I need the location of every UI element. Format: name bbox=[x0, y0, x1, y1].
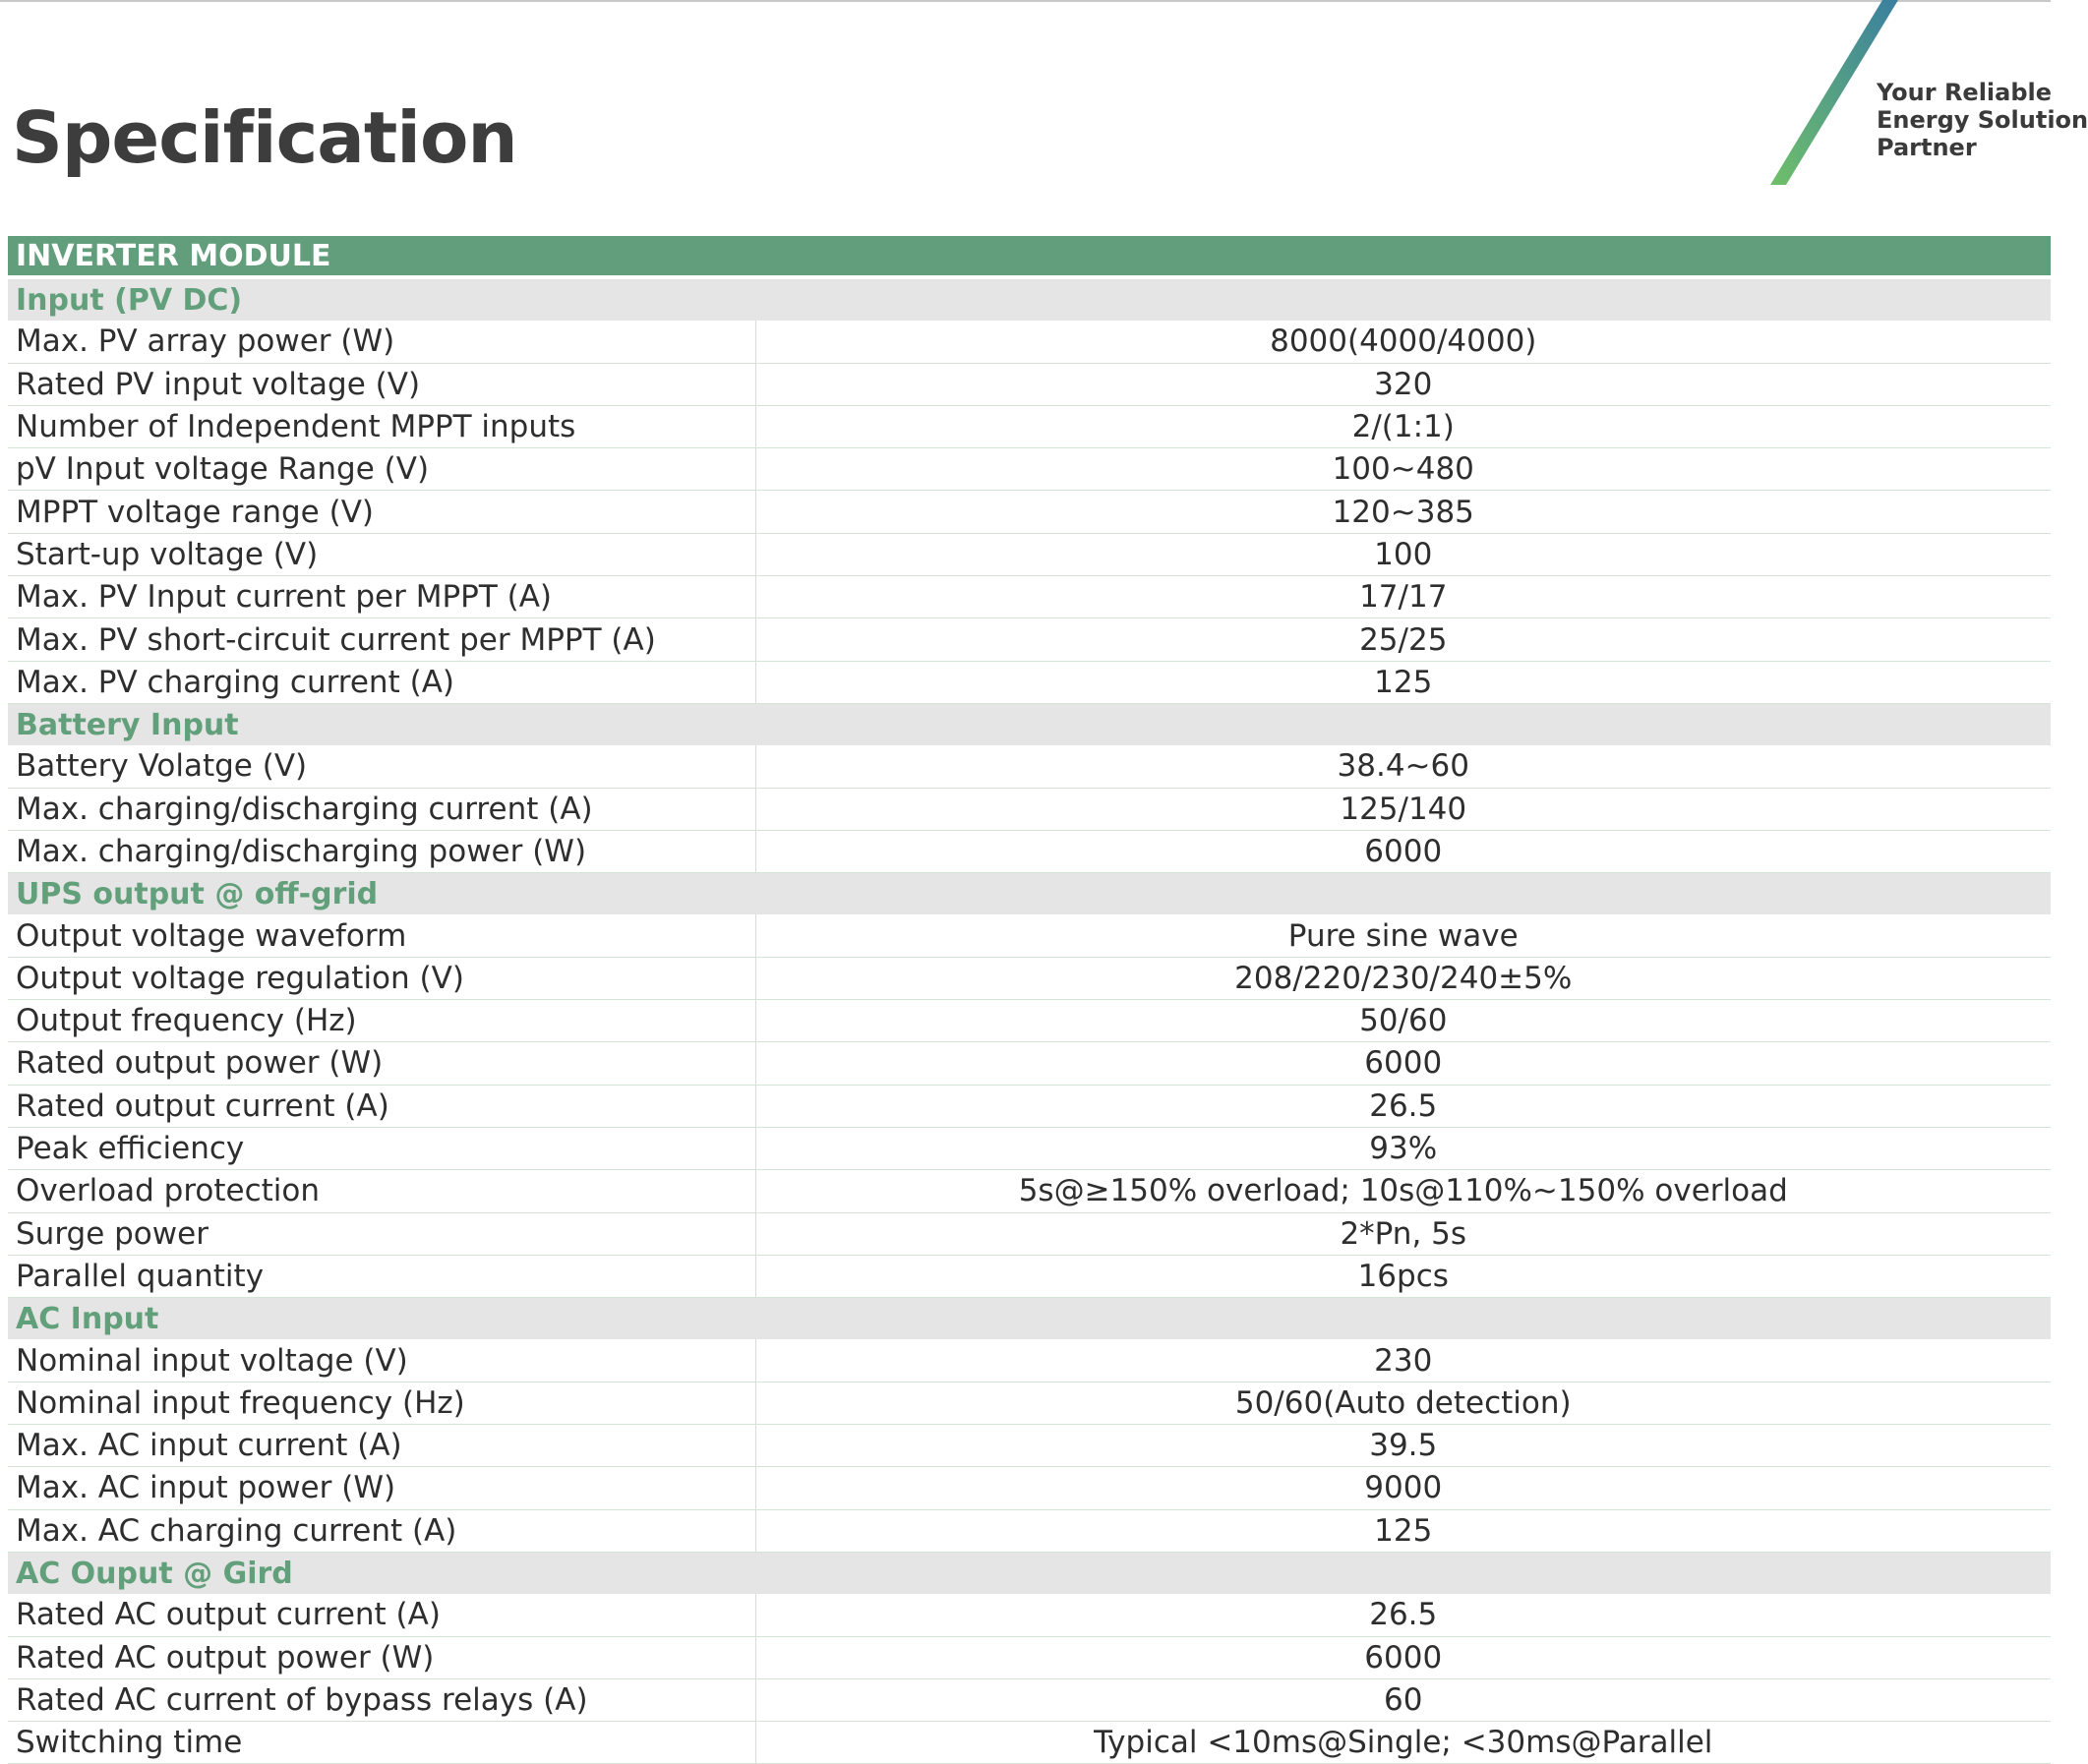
parameter-label: Max. PV short-circuit current per MPPT (A) bbox=[8, 618, 755, 661]
parameter-label: pV Input voltage Range (V) bbox=[8, 448, 755, 491]
table-row bbox=[8, 1255, 2051, 1297]
parameter-value: 8000(4000/4000) bbox=[755, 321, 2051, 363]
table-row bbox=[8, 1170, 2051, 1212]
parameter-value: 9000 bbox=[755, 1467, 2051, 1509]
parameter-label: MPPT voltage range (V) bbox=[8, 491, 755, 533]
parameter-value: 17/17 bbox=[755, 576, 2051, 618]
section-title: UPS output @ off-grid bbox=[8, 873, 2051, 915]
parameter-label: Nominal input voltage (V) bbox=[8, 1339, 755, 1382]
parameter-value: 26.5 bbox=[755, 1594, 2051, 1636]
table-row bbox=[8, 914, 2051, 957]
table-row bbox=[8, 363, 2051, 405]
table-row bbox=[8, 745, 2051, 788]
table-row bbox=[8, 618, 2051, 661]
table-row bbox=[8, 1636, 2051, 1678]
parameter-value: 25/25 bbox=[755, 618, 2051, 661]
parameter-value: 5s@≥150% overload; 10s@110%~150% overload bbox=[755, 1170, 2051, 1212]
section-header-row bbox=[8, 277, 2051, 321]
parameter-label: Max. AC input current (A) bbox=[8, 1425, 755, 1467]
table-row bbox=[8, 1085, 2051, 1127]
parameter-value: 38.4~60 bbox=[755, 745, 2051, 788]
page-title: Specification bbox=[12, 96, 517, 179]
parameter-value: 60 bbox=[755, 1678, 2051, 1721]
table-row bbox=[8, 491, 2051, 533]
tagline-line-2: Energy Solution bbox=[1877, 106, 2088, 134]
tagline-line-3: Partner bbox=[1877, 134, 1977, 161]
parameter-value: 26.5 bbox=[755, 1085, 2051, 1127]
parameter-value: 93% bbox=[755, 1127, 2051, 1169]
parameter-value: Pure sine wave bbox=[755, 914, 2051, 957]
parameter-label: Output voltage waveform bbox=[8, 914, 755, 957]
parameter-value: 6000 bbox=[755, 1042, 2051, 1085]
parameter-label: Max. AC input power (W) bbox=[8, 1467, 755, 1509]
table-row bbox=[8, 1382, 2051, 1424]
parameter-label: Number of Independent MPPT inputs bbox=[8, 405, 755, 447]
parameter-label: Rated AC output power (W) bbox=[8, 1636, 755, 1678]
parameter-value: 125/140 bbox=[755, 788, 2051, 830]
parameter-label: Battery Volatge (V) bbox=[8, 745, 755, 788]
parameter-label: Nominal input frequency (Hz) bbox=[8, 1382, 755, 1424]
section-header-row bbox=[8, 1552, 2051, 1594]
parameter-value: 100~480 bbox=[755, 448, 2051, 491]
tagline-line-1: Your Reliable bbox=[1877, 79, 2053, 106]
parameter-value: 2*Pn, 5s bbox=[755, 1212, 2051, 1255]
parameter-value: 100 bbox=[755, 533, 2051, 575]
parameter-label: Peak efficiency bbox=[8, 1127, 755, 1169]
parameter-value: 125 bbox=[755, 661, 2051, 703]
parameter-label: Max. PV charging current (A) bbox=[8, 661, 755, 703]
table-row bbox=[8, 321, 2051, 363]
section-title: AC Input bbox=[8, 1298, 2051, 1340]
parameter-label: Start-up voltage (V) bbox=[8, 533, 755, 575]
table-row bbox=[8, 1594, 2051, 1636]
table-row bbox=[8, 405, 2051, 447]
table-row bbox=[8, 1425, 2051, 1467]
parameter-label: Parallel quantity bbox=[8, 1255, 755, 1297]
parameter-label: Max. AC charging current (A) bbox=[8, 1509, 755, 1552]
section-header-row bbox=[8, 1298, 2051, 1340]
parameter-label: Rated output current (A) bbox=[8, 1085, 755, 1127]
table-row bbox=[8, 1722, 2051, 1764]
parameter-value: 208/220/230/240±5% bbox=[755, 957, 2051, 999]
parameter-label: Max. charging/discharging current (A) bbox=[8, 788, 755, 830]
section-title: AC Ouput @ Gird bbox=[8, 1552, 2051, 1594]
table-row bbox=[8, 1000, 2051, 1042]
parameter-value: 125 bbox=[755, 1509, 2051, 1552]
section-header-row bbox=[8, 703, 2051, 745]
parameter-value: 6000 bbox=[755, 830, 2051, 872]
parameter-value: 2/(1:1) bbox=[755, 405, 2051, 447]
brand-tagline bbox=[1877, 79, 2088, 161]
parameter-label: Rated output power (W) bbox=[8, 1042, 755, 1085]
table-row bbox=[8, 1042, 2051, 1085]
parameter-value: 120~385 bbox=[755, 491, 2051, 533]
spec-table-body bbox=[8, 236, 2051, 1764]
top-divider bbox=[0, 0, 2051, 2]
section-title: Input (PV DC) bbox=[8, 277, 2051, 321]
section-title: Battery Input bbox=[8, 703, 2051, 745]
parameter-label: Rated PV input voltage (V) bbox=[8, 363, 755, 405]
parameter-label: Rated AC output current (A) bbox=[8, 1594, 755, 1636]
module-title: INVERTER MODULE bbox=[8, 236, 2051, 277]
spec-table bbox=[8, 236, 2051, 1764]
table-row bbox=[8, 1127, 2051, 1169]
table-row bbox=[8, 533, 2051, 575]
table-row bbox=[8, 957, 2051, 999]
table-row bbox=[8, 1678, 2051, 1721]
table-row bbox=[8, 1509, 2051, 1552]
table-row bbox=[8, 661, 2051, 703]
table-row bbox=[8, 1212, 2051, 1255]
parameter-label: Rated AC current of bypass relays (A) bbox=[8, 1678, 755, 1721]
parameter-label: Output voltage regulation (V) bbox=[8, 957, 755, 999]
parameter-value: 230 bbox=[755, 1339, 2051, 1382]
table-row bbox=[8, 1467, 2051, 1509]
parameter-label: Max. PV Input current per MPPT (A) bbox=[8, 576, 755, 618]
parameter-label: Max. charging/discharging power (W) bbox=[8, 830, 755, 872]
parameter-value: 320 bbox=[755, 363, 2051, 405]
parameter-label: Surge power bbox=[8, 1212, 755, 1255]
parameter-value: Typical <10ms@Single; <30ms@Parallel bbox=[755, 1722, 2051, 1764]
parameter-value: 50/60 bbox=[755, 1000, 2051, 1042]
table-row bbox=[8, 830, 2051, 872]
parameter-label: Overload protection bbox=[8, 1170, 755, 1212]
parameter-label: Switching time bbox=[8, 1722, 755, 1764]
parameter-value: 39.5 bbox=[755, 1425, 2051, 1467]
section-header-row bbox=[8, 873, 2051, 915]
table-row bbox=[8, 1339, 2051, 1382]
parameter-value: 50/60(Auto detection) bbox=[755, 1382, 2051, 1424]
parameter-value: 6000 bbox=[755, 1636, 2051, 1678]
table-row bbox=[8, 576, 2051, 618]
table-row bbox=[8, 448, 2051, 491]
parameter-value: 16pcs bbox=[755, 1255, 2051, 1297]
module-header-row bbox=[8, 236, 2051, 277]
table-row bbox=[8, 788, 2051, 830]
parameter-label: Output frequency (Hz) bbox=[8, 1000, 755, 1042]
parameter-label: Max. PV array power (W) bbox=[8, 321, 755, 363]
